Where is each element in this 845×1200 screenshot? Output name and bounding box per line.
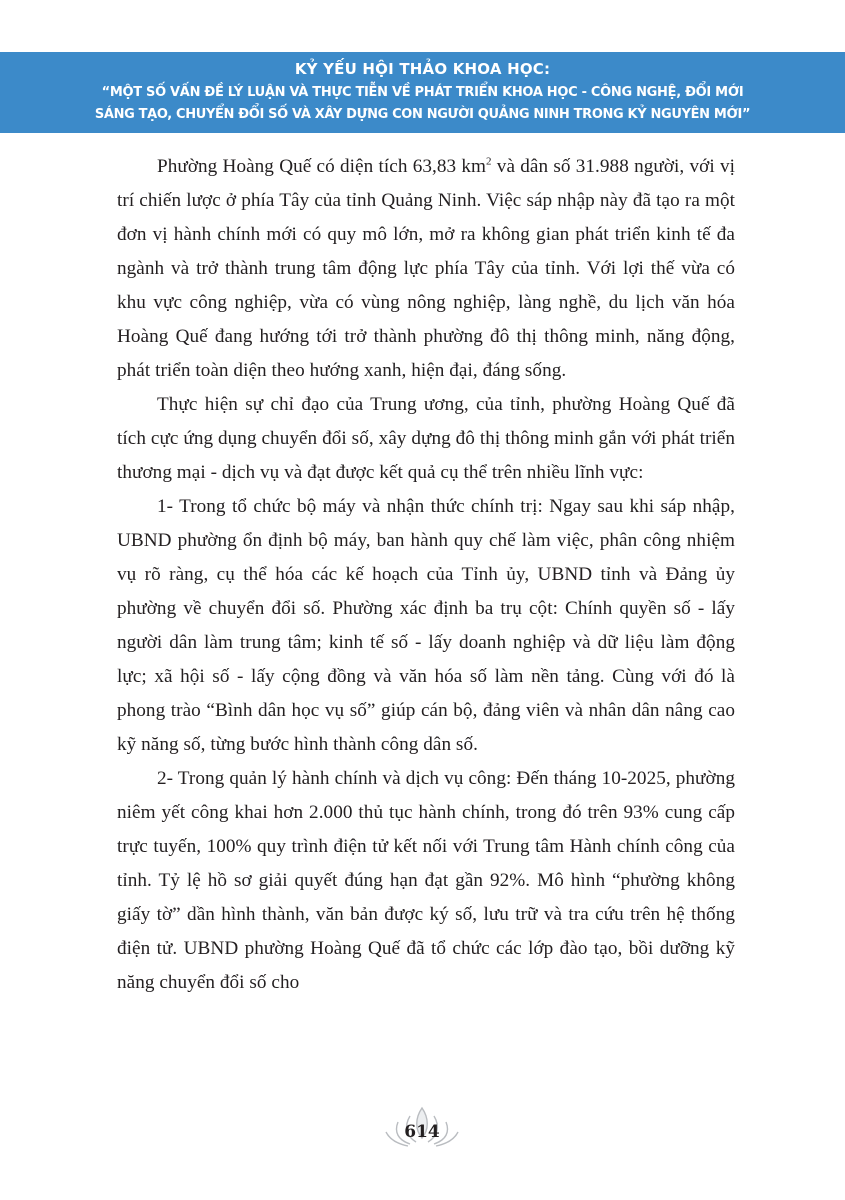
paragraph-4: 2- Trong quản lý hành chính và dịch vụ công: Đến tháng 10-2025, phường niêm yết công khai hơn 2.000 thủ tục hành chính, trong đó trên 93% cung cấp trực tuyến, 100% quy trình điện tử kết nối với Trung tâm Hành chính công của tỉnh. Tỷ lệ hồ sơ giải quyết đúng hạn đạt gần 92%. Mô hình “phường không giấy tờ” dần hình thành, văn bản được ký số, lưu trữ và tra cứu trên hệ thống điện tử. UBND phường Hoàng Quế đã tổ chức các lớp đào tạo, bồi dưỡng kỹ năng chuyển đổi số cho (117, 768, 735, 993)
running-header (0, 52, 845, 133)
header-title: KỶ YẾU HỘI THẢO KHOA HỌC: (294, 60, 551, 78)
paragraph-1-text-b: và dân số 31.988 người, với vị trí chiến lược ở phía Tây của tỉnh Quảng Ninh. Việc sáp nhập này đã tạo ra một đơn vị hành chính mới có quy mô lớn, mở ra không gian phát triển kinh tế đa ngành và trở thành trung tâm động lực phía Tây của tỉnh. Với lợi thế vừa có khu vực công nghiệp, vừa có vùng nông nghiệp, làng nghề, du lịch văn hóa Hoàng Quế đang hướng tới trở thành phường đô thị thông minh, năng động, phát triển toàn diện theo hướng xanh, hiện đại, đáng sống. (117, 156, 735, 381)
paragraph-2: Thực hiện sự chỉ đạo của Trung ương, của tỉnh, phường Hoàng Quế đã tích cực ứng dụng chuyển đổi số, xây dựng đô thị thông minh gắn với phát triển thương mại - dịch vụ và đạt được kết quả cụ thể trên nhiều lĩnh vực: (117, 394, 735, 483)
header-subtitle-line-2: SÁNG TẠO, CHUYỂN ĐỔI SỐ VÀ XÂY DỰNG CON NGƯỜI QUẢNG NINH TRONG KỶ NGUYÊN MỚI” (94, 107, 751, 122)
superscript-2: 2 (486, 155, 492, 168)
header-subtitle-line-1: “MỘT SỐ VẤN ĐỀ LÝ LUẬN VÀ THỰC TIỄN VỀ PHÁT TRIỂN KHOA HỌC - CÔNG NGHỆ, ĐỔI MỚI (101, 85, 744, 100)
paragraph-3: 1- Trong tổ chức bộ máy và nhận thức chính trị: Ngay sau khi sáp nhập, UBND phường ổn định bộ máy, ban hành quy chế làm việc, phân công nhiệm vụ rõ ràng, cụ thể hóa các kế hoạch của Tỉnh ủy, UBND tỉnh và Đảng ủy phường về chuyển đổi số. Phường xác định ba trụ cột: Chính quyền số - lấy người dân làm trung tâm; kinh tế số - lấy doanh nghiệp và dữ liệu làm động lực; xã hội số - lấy cộng đồng và văn hóa số làm nền tảng. Cùng với đó là phong trào “Bình dân học vụ số” giúp cán bộ, đảng viên và nhân dân nâng cao kỹ năng số, từng bước hình thành công dân số. (117, 496, 735, 755)
page-body (117, 150, 735, 1000)
page-number-block (372, 1104, 472, 1154)
paragraph-1 (117, 150, 735, 388)
paragraph-1-text-a: Phường Hoàng Quế có diện tích 63,83 km (157, 156, 486, 177)
page-number: 614 (404, 1122, 440, 1142)
